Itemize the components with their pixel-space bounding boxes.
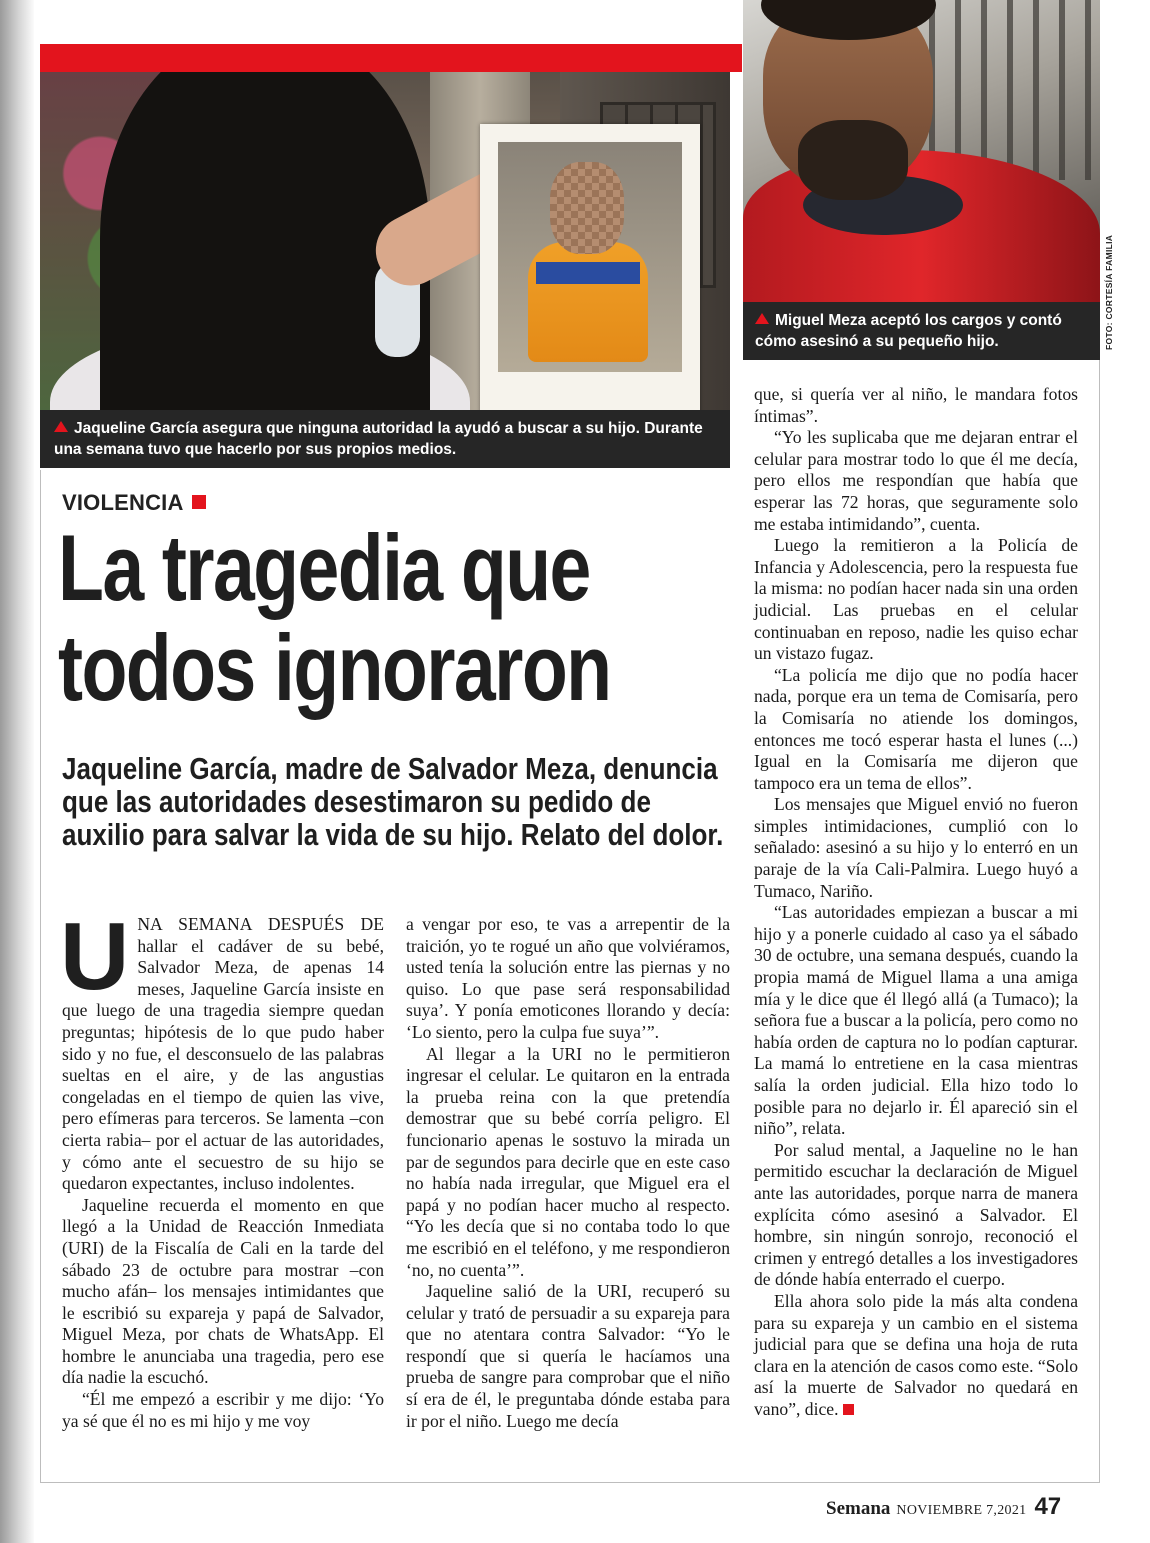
- article-paragraph: “Yo les suplicaba que me dejaran entrar el celular para mostrar todo lo que él me decía, pero ellos me respondían que había que esperar las 72 horas, que seguramente solo me estaba intimidando”, cuenta.: [754, 427, 1078, 534]
- headline-line-2: todos ignoraron: [58, 615, 611, 720]
- red-square-icon: [192, 495, 206, 509]
- frame-line-bottom: [40, 1482, 1100, 1483]
- article-paragraph: [754, 1291, 1078, 1421]
- child-face-pixelated: [550, 162, 624, 254]
- child-shirt-stripe: [536, 262, 640, 284]
- paragraph-text: Ella ahora solo pide la más alta condena para su expareja y un cambio en el sistema judicial para que se defina una hoja de ruta clara en la atención de casos como este. “Solo así la muerte de Salvador no quedará en vano”, dice.: [754, 1290, 1078, 1419]
- paragraph-text: hallar el cadáver de su bebé, Salvador Meza, de apenas 14 meses, Jaqueline García insiste en que luego de una tragedia siempre quedan preguntas; hipótesis de lo que pudo haber sido y no fue, el desconsuelo de las palabras sueltas en el aire, y de las angustias congeladas en el tiempo de quien las vive, pero efímeras para terceros. Se lamenta –con cierta rabia– por el actuar de las autoridades, y cómo ante el secuestro de su hijo se quedaron expectantes, incluso indolentes.: [62, 935, 384, 1194]
- headline: [58, 515, 611, 720]
- frame-line-right: [1099, 360, 1100, 1482]
- subheadline: Jaqueline García, madre de Salvador Meza, denuncia que las autoridades desestimaron su pedido de auxilio para salvar la vida de su hijo. Relato del dolor.: [62, 751, 724, 852]
- poster-child-photo: [498, 142, 682, 372]
- article-paragraph: [60, 903, 384, 1195]
- headline-line-1: La tragedia que: [58, 515, 590, 620]
- article-paragraph: Al llegar a la URI no le permitieron ingresar el celular. Le quitaron en la entrada la prueba reina con la que pretendía demostrar que su bebé corría peligro. El funcionario apenas le sostuvo la mirada un par de segundos para decirle que en este caso no había nada irregular, que Miguel era el papá y no podían hacer mucho al respecto. “Yo les decía que si no contaba todo lo que me escribió en el teléfono, y me respondieron ‘no, no cuenta’”.: [406, 1043, 730, 1280]
- page-footer: [826, 1493, 1061, 1521]
- photo1-caption: [40, 410, 730, 468]
- end-mark-icon: [843, 1404, 854, 1415]
- article-paragraph: Los mensajes que Miguel envió no fueron simples intimidaciones, cumplió con lo señalado: asesinó a su hijo y lo enterró en un paraje de la vía Cali-Palmira. Luego huyó a Tumaco, Nariño.: [754, 794, 1078, 901]
- red-header-bar: [40, 44, 742, 72]
- caption-triangle-icon: [755, 313, 769, 324]
- article-paragraph: Por salud mental, a Jaqueline no le han permitido escuchar la declaración de Miguel ante las autoridades, porque narra de manera explícita cómo asesinó a Salvador. El hombre, sin ningún sonrojo, reconoció el crimen y entregó detalles a los investigadores de dónde había enterrado el cuerpo.: [754, 1139, 1078, 1290]
- article-paragraph: que, si quería ver al niño, le mandara fotos íntimas”.: [754, 384, 1078, 426]
- lead-caps: NA SEMANA DESPUÉS DE: [137, 914, 384, 934]
- page-gutter-shadow: [0, 0, 34, 1543]
- drop-cap: U: [60, 903, 130, 1010]
- photo1-caption-text: Jaqueline García asegura que ninguna autoridad la ayudó a buscar a su hijo. Durante una semana tuvo que hacerlo por sus propios medios.: [54, 420, 703, 458]
- photo-miguel-meza: [743, 0, 1100, 302]
- section-label-text: VIOLENCIA: [62, 490, 184, 515]
- article-column-1: [60, 903, 384, 1432]
- photo-credit: FOTO: CORTESÍA FAMILIA: [1104, 234, 1114, 350]
- article-paragraph: “Él me empezó a escribir y me dijo: ‘Yo ya sé que él no es mi hijo y me voy: [62, 1389, 384, 1431]
- article-paragraph: “La policía me dijo que no podía hacer nada, porque era un tema de Comisaría, pero la Comisaría no atiende los domingos, entonces me tocó esperar hasta el lunes (...) Igual en la Comisaría me dijeron que tampoco era un tema de ellos”.: [754, 664, 1078, 793]
- page-number: 47: [1034, 1493, 1062, 1520]
- article-column-3: [754, 384, 1078, 1421]
- missing-child-poster: [480, 124, 700, 410]
- frame-line-left: [40, 470, 41, 1482]
- photo-man-beard: [798, 120, 908, 200]
- photo-mother-holding-poster: [40, 72, 730, 410]
- article-paragraph: Jaqueline recuerda el momento en que llegó a la Unidad de Reacción Inmediata (URI) de la Fiscalía de Cali en la tarde del sábado 23 de octubre para mostrar –con mucho afán– los mensajes intimidantes que le escribió su expareja y papá de Salvador, Miguel Meza, por chats de WhatsApp. El hombre le anunciaba una tragedia, pero ese día nadie la escuchó.: [62, 1194, 384, 1388]
- caption-triangle-icon: [54, 421, 68, 432]
- article-paragraph: Luego la remitieron a la Policía de Infancia y Adolescencia, pero la respuesta fue la misma: no podían hacer nada sin una orden judicial. Las pruebas en el celular continuaban en reposo, nadie les quiso echar un vistazo fugaz.: [754, 535, 1078, 664]
- issue-date: NOVIEMBRE 7,2021: [896, 1503, 1027, 1518]
- magazine-name: Semana: [826, 1498, 891, 1519]
- child-shirt: [528, 242, 648, 362]
- article-paragraph: a vengar por eso, te vas a arrepentir de la traición, yo te rogué un año que volviéramos, usted tenía la solución entre las piernas y no quiso. Lo que pase será responsabilidad suya’. Y ponía emoticones llorando y decía: ‘Lo siento, pero la culpa fue suya’”.: [406, 914, 730, 1042]
- photo2-caption-text: Miguel Meza aceptó los cargos y contó cómo asesinó a su pequeño hijo.: [755, 312, 1062, 350]
- article-paragraph: “Las autoridades empiezan a buscar a mi hijo y a ponerle cuidado al caso ya el sábado 30 de octubre, una semana después, cuando la propia mamá de Miguel llama a una amiga mía y le dice que él llegó allá (a Tumaco); la señora fue a buscar a la policía, pero como no había orden de captura no lo podían capturar. La mamá lo entretiene en la casa mientras salía la orden judicial. Ella hizo todo lo posible para no dejarlo ir. Él apareció sin el niño”, relata.: [754, 902, 1078, 1139]
- photo2-caption: [743, 302, 1100, 360]
- section-label: [62, 490, 206, 516]
- article-column-2: [406, 914, 730, 1432]
- article-paragraph: Jaqueline salió de la URI, recuperó su celular y trató de persuadir a su expareja para que no atentara contra Salvador: “Yo le respondí que si quería le hacíamos una prueba de sangre para comprobar que el niño sí era de él, le preguntaba dónde estaba para ir por el niño. Luego me decía: [406, 1281, 730, 1431]
